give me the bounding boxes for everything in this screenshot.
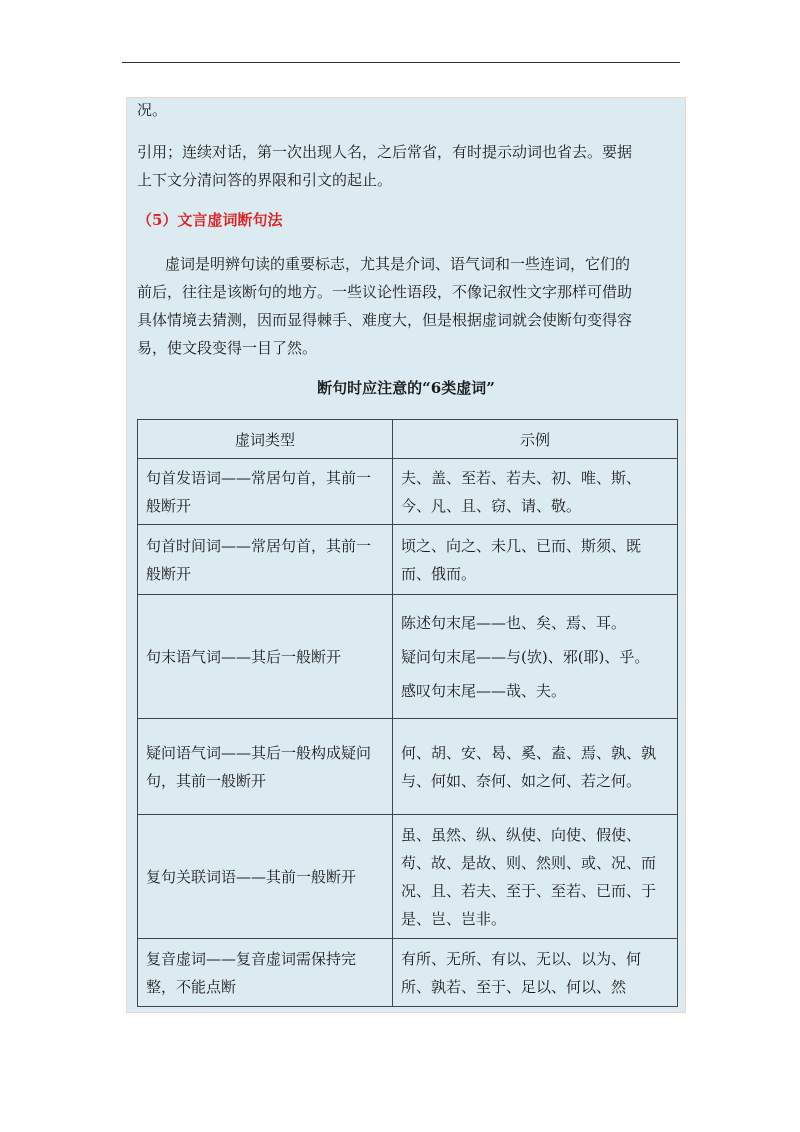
intro-line-3: 上下文分清问答的界限和引文的起止。 [137, 171, 393, 189]
intro-line-2: 引用；连续对话，第一次出现人名，之后常省，有时提示动词也省去。要据 [137, 143, 633, 161]
table-row [138, 815, 678, 939]
type-cell: 疑问语气词——其后一般构成疑问句，其前一般断开 [138, 719, 393, 815]
function-words-table [137, 419, 678, 1007]
section-heading: （5）文言虚词断句法 [137, 211, 283, 229]
para-line-1: 虚词是明辨句读的重要标志，尤其是介词、语气词和一些连词，它们的 [165, 255, 631, 273]
example-line: 虽、虽然、纵、纵使、向使、假使、苟、故、是故、则、然则、或、况、而况、且、若夫、至于、至若、已而、于是、岂、岂非。 [401, 825, 657, 928]
table-header-row [138, 420, 678, 459]
table-row [138, 525, 678, 595]
table-row [138, 719, 678, 815]
example-line: 陈述句末尾——也、矣、焉、耳。 [401, 613, 627, 632]
example-line: 有所、无所、有以、无以、以为、何所、孰若、至于、足以、何以、然 [401, 949, 642, 996]
para-line-4: 易，使文段变得一目了然。 [137, 339, 318, 357]
table-row [138, 595, 678, 719]
examples-cell [393, 459, 678, 525]
intro-line-1: 况。 [137, 101, 168, 119]
table-row [138, 939, 678, 1007]
table-row [138, 459, 678, 525]
examples-cell [393, 719, 678, 815]
example-line: 夫、盖、至若、若夫、初、唯、斯、今、凡、且、窃、请、敬。 [401, 468, 642, 515]
para-line-3: 具体情境去猜测，因而显得棘手、难度大，但是根据虚词就会使断句变得容 [137, 311, 633, 329]
example-line: 顷之、向之、未几、已而、斯须、既而、俄而。 [401, 536, 642, 583]
examples-cell [393, 939, 678, 1007]
header-examples: 示例 [393, 420, 678, 459]
example-line: 疑问句末尾——与(欤)、邪(耶)、乎。 [401, 647, 650, 666]
examples-cell [393, 815, 678, 939]
para-line-2: 前后，往往是该断句的地方。一些议论性语段，不像记叙性文字那样可借助 [137, 283, 633, 301]
header-type: 虚词类型 [138, 420, 393, 459]
examples-cell [393, 595, 678, 719]
table-caption: 断句时应注意的“6类虚词” [317, 379, 495, 397]
example-line: 感叹句末尾——哉、夫。 [401, 681, 567, 700]
type-cell: 句首发语词——常居句首，其前一般断开 [138, 459, 393, 525]
example-line: 何、胡、安、曷、奚、盍、焉、孰、孰与、何如、奈何、如之何、若之何。 [401, 743, 657, 790]
type-cell: 复音虚词——复音虚词需保持完整，不能点断 [138, 939, 393, 1007]
type-cell: 句首时间词——常居句首，其前一般断开 [138, 525, 393, 595]
header-rule [122, 62, 680, 63]
type-cell: 句末语气词——其后一般断开 [138, 595, 393, 719]
examples-cell [393, 525, 678, 595]
type-cell: 复句关联词语——其前一般断开 [138, 815, 393, 939]
